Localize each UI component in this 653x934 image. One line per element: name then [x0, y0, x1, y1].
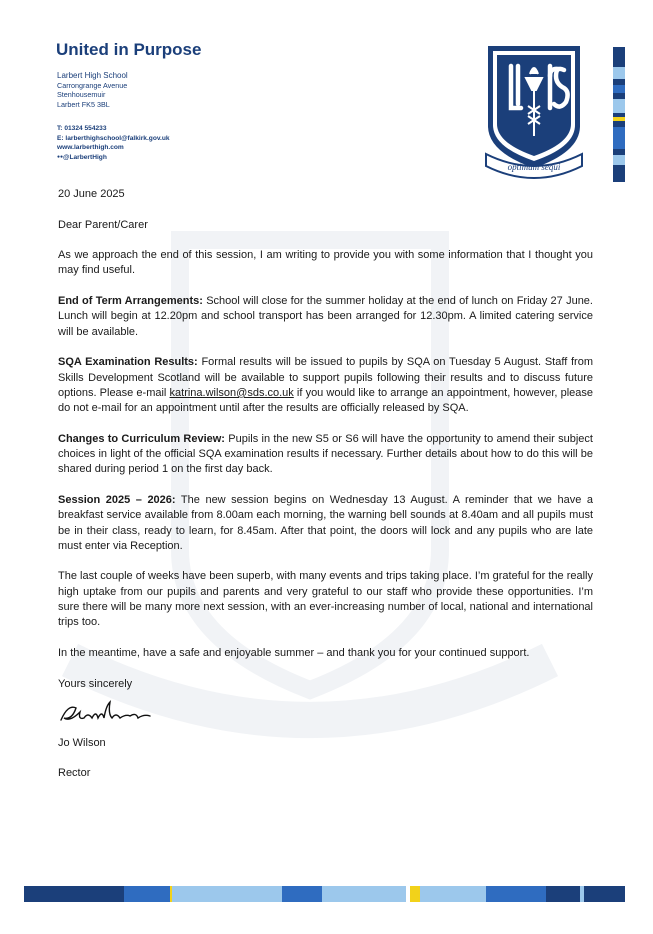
section-text: Formal results will be issued to pupils by SQA on Tuesday 5 August. Staff from Skills Development Scotland will be available to support pupils following their results and to discuss future options. Please e-mail	[58, 356, 594, 399]
school-name: Larbert High School	[57, 71, 128, 80]
section-heading: End of Term Arrangements:	[58, 295, 203, 308]
section-heading: SQA Examination Results:	[58, 356, 198, 369]
address-line: Stenhousemuir	[57, 90, 106, 100]
signatory-name: Jo Wilson	[58, 736, 106, 749]
letter-intro: As we approach the end of this session, I am writing to provide you with some information that I thought you may find useful.	[58, 249, 593, 277]
crest-motto: optimum sequi	[507, 162, 561, 172]
website-link[interactable]: www.larberthigh.com	[57, 144, 124, 152]
section-text: Pupils in the new S5 or S6 will have the opportunity to amend their subject choices in light of the official SQA examination results if necessary. Further details about how to do this will be shared during period 1 on the first day back.	[58, 432, 593, 476]
letter-salutation: Dear Parent/Carer	[58, 218, 148, 231]
social-handle[interactable]: ●● @LarbertHigh	[57, 153, 170, 163]
paragraph-closing: In the meantime, have a safe and enjoyable summer – and thank you for your continued support.	[58, 646, 530, 659]
letter-date: 20 June 2025	[58, 188, 125, 200]
address-line: Larbert FK5 3BL	[57, 99, 110, 109]
section-new-session	[58, 493, 593, 554]
letter-signoff: Yours sincerely	[58, 677, 133, 690]
side-stripe	[613, 47, 625, 182]
section-text: The new session begins on Wednesday 13 August. A reminder that we have a breakfast service available from 8.00am each morning, the warning bell sounds at 8.40am and all pupils must be in their class, ready to learn, for 8.45am. After that point, the doors will lock and any pupils who are late must enter via Reception.	[58, 493, 593, 552]
email-address[interactable]: E: larberthighschool@falkirk.gov.uk	[57, 134, 170, 142]
letter-body	[58, 187, 593, 797]
address-line: Carrongrange Avenue	[57, 80, 128, 90]
footer-stripe	[24, 886, 625, 902]
brand-title: United in Purpose	[56, 40, 202, 59]
section-sqa-results	[58, 355, 593, 416]
section-curriculum-review	[58, 432, 593, 478]
section-text: School will close for the summer holiday at the end of lunch on Friday 27 June. Lunch will begin at 12.20pm and school transport has been arranged for 12.30pm. A limited catering service will be available.	[58, 295, 593, 338]
school-address	[57, 71, 128, 109]
phone-number: T: 01324 554233	[57, 125, 107, 132]
signature-text: JWilson	[58, 695, 62, 697]
signatory-title: Rector	[58, 767, 91, 780]
section-heading: Changes to Curriculum Review:	[58, 432, 225, 445]
sds-email-link[interactable]: katrina.wilson@sds.co.uk	[169, 386, 294, 399]
handwritten-signature	[58, 696, 158, 726]
section-end-of-term	[58, 294, 593, 340]
paragraph-events: The last couple of weeks have been superb, with many events and trips taking place. I’m grateful for the really high uptake from our pupils and parents and very grateful to our staff who provide these opportunities. I’m sure there will be many more next session, with an ever-increasing number of local, national and international trips too.	[58, 570, 593, 629]
section-text: if you would like to arrange an appointment, however, please do not e-mail for an appointment until after the results are officially released by SQA.	[58, 386, 593, 415]
contact-details	[57, 124, 170, 162]
section-heading: Session 2025 – 2026:	[58, 493, 176, 506]
school-crest-logo	[484, 44, 584, 182]
